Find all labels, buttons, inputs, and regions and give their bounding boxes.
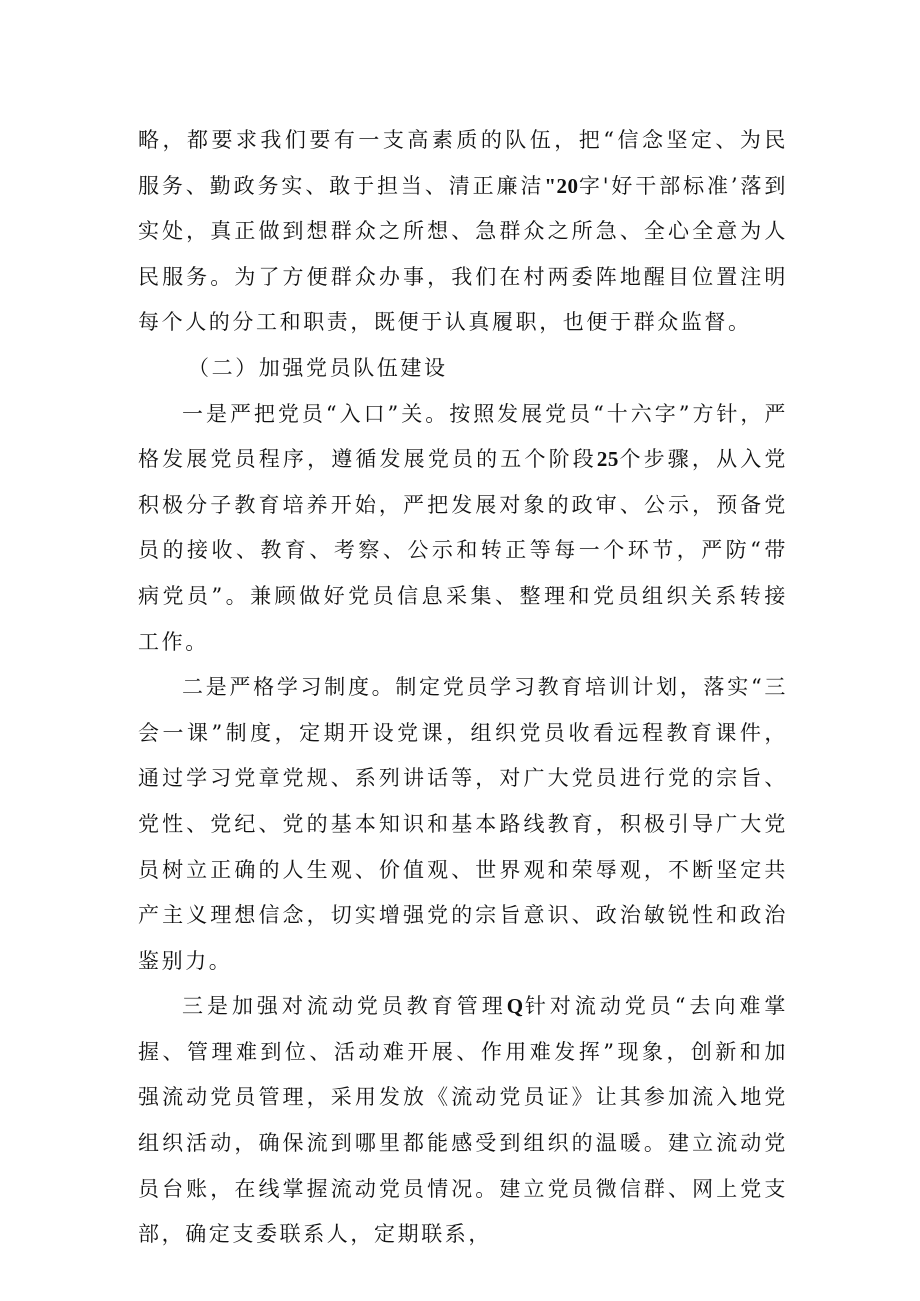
inline-number: 25 — [596, 447, 619, 472]
paragraph-text: 略，都要求我们要有一支高素质的队伍，把“信念坚定、为民服务、勤政务实、敢于担当、清正廉洁 — [138, 128, 788, 198]
inline-letter: Q — [506, 994, 524, 1019]
paragraph-text: 字'好干部标准’落到实处，真正做到想群众之所想、急群众之所急、全心全意为人民服务。为了方便群众办事，我们在村两委阵地醒目位置注明每个人的分工和职责，既便于认真履职，也便于群众监督。 — [138, 173, 788, 335]
paragraph-text: 个步骤，从入党积极分子教育培养开始，严把发展对象的政审、公示，预备党员的接收、教育、考察、公示和转正等每一个环节，严防“带病党员”。兼顾做好党员信息采集、整理和党员组织关系转接工作。 — [138, 447, 788, 654]
inline-number: "20 — [544, 173, 579, 198]
paragraph-continuation — [138, 118, 788, 346]
paragraph-text: 一是严把党员“入口”关。按照发展党员“十六字”方针，严格发展党员程序，遵循发展党员的五个阶段 — [138, 401, 788, 472]
paragraph-study-system: 二是严格学习制度。制定党员学习教育培训计划，落实“三会一课”制度，定期开设党课，组织党员收看远程教育课件，通过学习党章党规、系列讲话等，对广大党员进行党的宗旨、党性、党纪、党的基本知识和基本路线教育，积极引导广大党员树立正确的人生观、价值观、世界观和荣辱观，不断坚定共产主义理想信念，切实增强党的宗旨意识、政治敏锐性和政治鉴别力。 — [138, 675, 788, 973]
paragraph-text: 针对流动党员“去向难掌握、管理难到位、活动难开展、作用难发挥”现象，创新和加强流动党员管理，采用发放《流动党员证》让其参加流入地党组织活动，确保流到哪里都能感受到组织的温暖。建立流动党员台账，在线掌握流动党员情况。建立党员微信群、网上党支部，确定支委联系人，定期联系， — [138, 994, 788, 1247]
section-heading: （二）加强党员队伍建设 — [188, 355, 448, 380]
paragraph-text: 三是加强对流动党员教育管理 — [182, 994, 507, 1019]
paragraph-mobile-members — [138, 984, 788, 1258]
document-body — [138, 118, 788, 1258]
paragraph-entry-control — [138, 392, 788, 666]
